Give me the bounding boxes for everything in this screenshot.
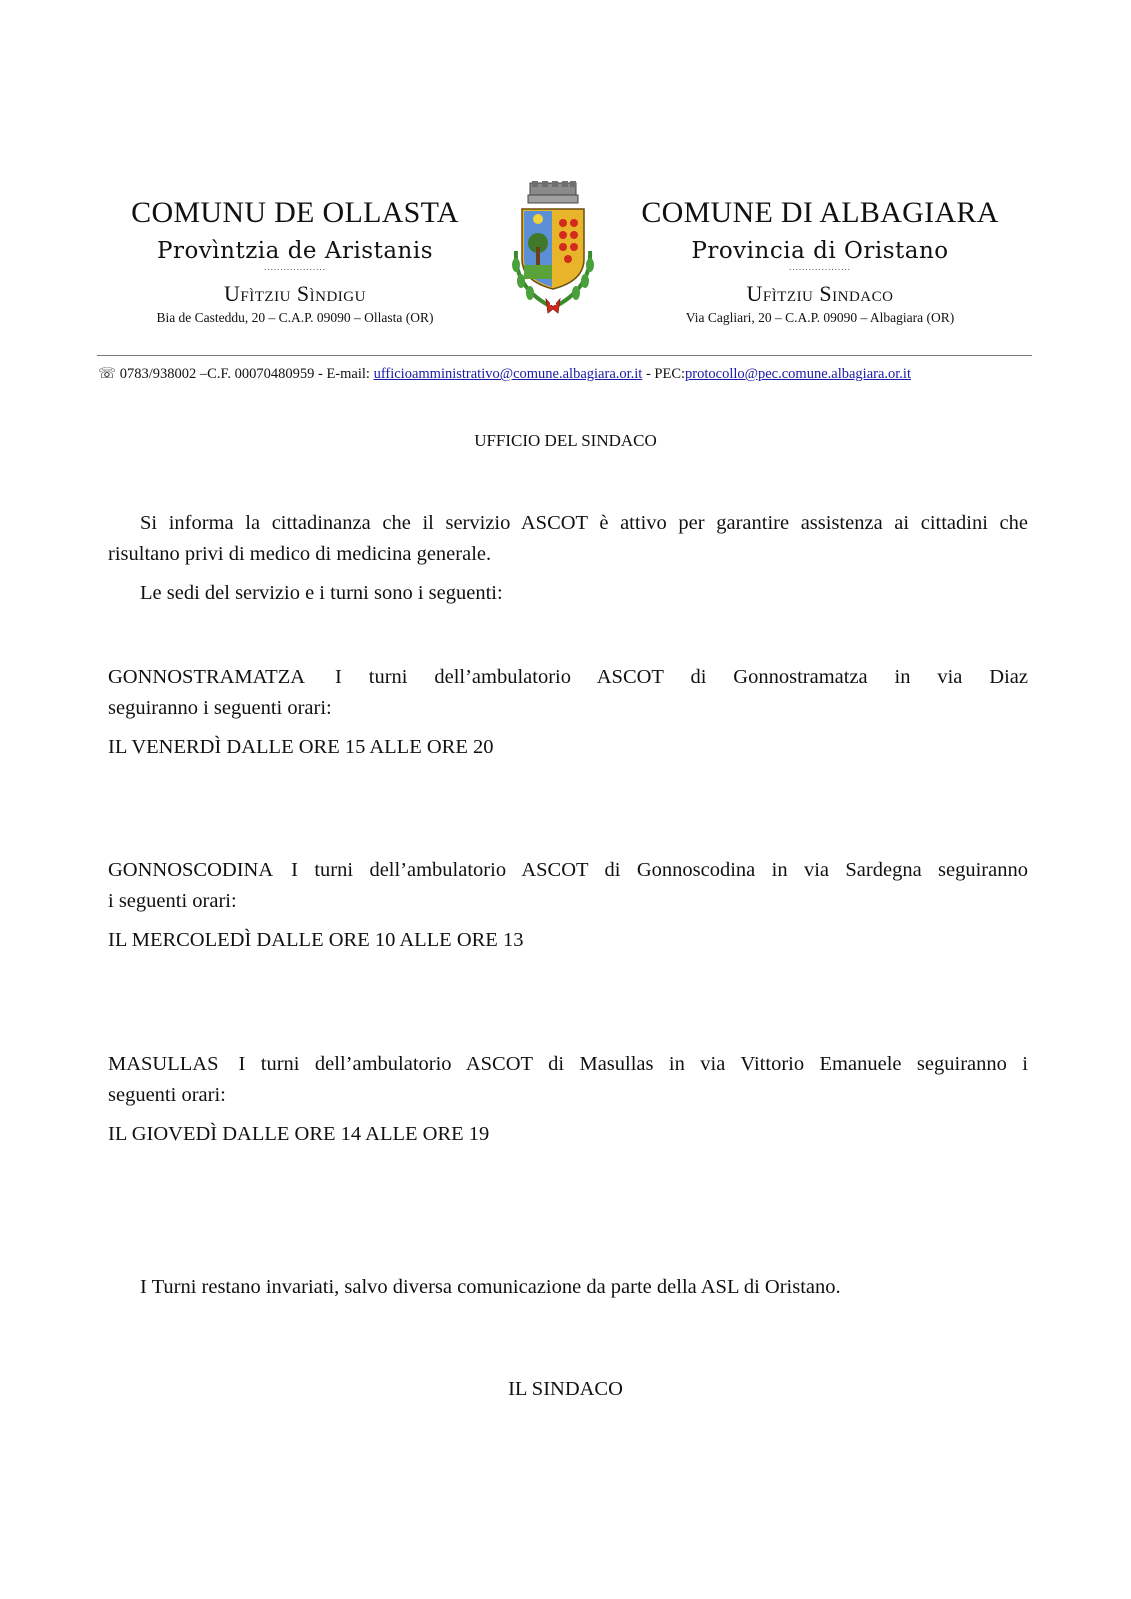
site-name: GONNOSCODINA — [108, 859, 274, 881]
right-divider: ................... — [789, 262, 851, 272]
site-gonnoscodina — [108, 851, 1028, 891]
site-text-cont: seguenti orari: — [108, 1084, 226, 1106]
left-office: Ufìtziu Sìndigu — [224, 281, 366, 306]
closing-note: I Turni restano invariati, salvo diversa comunicazione da parte della ASL di Oristano. — [140, 1276, 841, 1298]
intro-line-2: risultano privi di medico di medicina generale. — [108, 543, 492, 565]
office-title: UFFICIO DEL SINDACO — [474, 431, 657, 450]
coat-of-arms-icon — [508, 181, 598, 319]
phone-and-fiscal-code: 0783/938002 –C.F. 00070480959 - E-mail: — [119, 366, 374, 382]
right-province: Provincia di Oristano — [691, 238, 949, 264]
left-province: Provìntzia de Aristanis — [156, 238, 434, 264]
email-link[interactable]: ufficioamministrativo@comune.albagiara.or.it — [373, 366, 643, 382]
header-rule — [97, 355, 1032, 356]
site-masullas — [108, 1045, 1028, 1085]
left-municipality-title: COMUNU DE OLLASTA — [131, 196, 459, 229]
right-municipality-title: COMUNE DI ALBAGIARA — [641, 196, 999, 229]
right-address: Via Cagliari, 20 – C.A.P. 09090 – Albagiara (OR) — [685, 310, 955, 325]
site-text-cont: i seguenti orari: — [108, 890, 237, 912]
left-address: Bia de Casteddu, 20 – C.A.P. 09090 – Ollasta (OR) — [156, 310, 434, 325]
site-name: MASULLAS — [108, 1053, 219, 1075]
site-text-cont: seguiranno i seguenti orari: — [108, 697, 332, 719]
pec-link[interactable]: protocollo@pec.comune.albagiara.or.it — [685, 366, 911, 382]
signature: IL SINDACO — [508, 1378, 623, 1400]
site-schedule: IL VENERDÌ DALLE ORE 15 ALLE ORE 20 — [108, 736, 494, 758]
pec-label: - PEC: — [642, 366, 686, 382]
contacts-line — [98, 366, 911, 383]
intro-line-3: Le sedi del servizio e i turni sono i seguenti: — [140, 582, 503, 604]
site-name: GONNOSTRAMATZA — [108, 666, 306, 688]
left-divider: ................... — [264, 262, 326, 272]
telephone-icon: ☏ — [98, 366, 117, 382]
site-text: I turni dell’ambulatorio ASCOT di Gonnostramatza in via Diaz — [335, 666, 1028, 688]
intro-line-1: Si informa la cittadinanza che il servizio ASCOT è attivo per garantire assistenza ai cittadini che — [140, 512, 1028, 534]
right-office: Ufìtziu Sindaco — [746, 281, 894, 306]
site-text: I turni dell’ambulatorio ASCOT di Gonnoscodina in via Sardegna seguiranno — [291, 859, 1028, 881]
site-schedule: IL GIOVEDÌ DALLE ORE 14 ALLE ORE 19 — [108, 1123, 490, 1145]
site-gonnostramatza — [108, 658, 1028, 698]
site-schedule: IL MERCOLEDÌ DALLE ORE 10 ALLE ORE 13 — [108, 929, 524, 951]
site-text: I turni dell’ambulatorio ASCOT di Masullas in via Vittorio Emanuele seguiranno i — [238, 1053, 1028, 1075]
